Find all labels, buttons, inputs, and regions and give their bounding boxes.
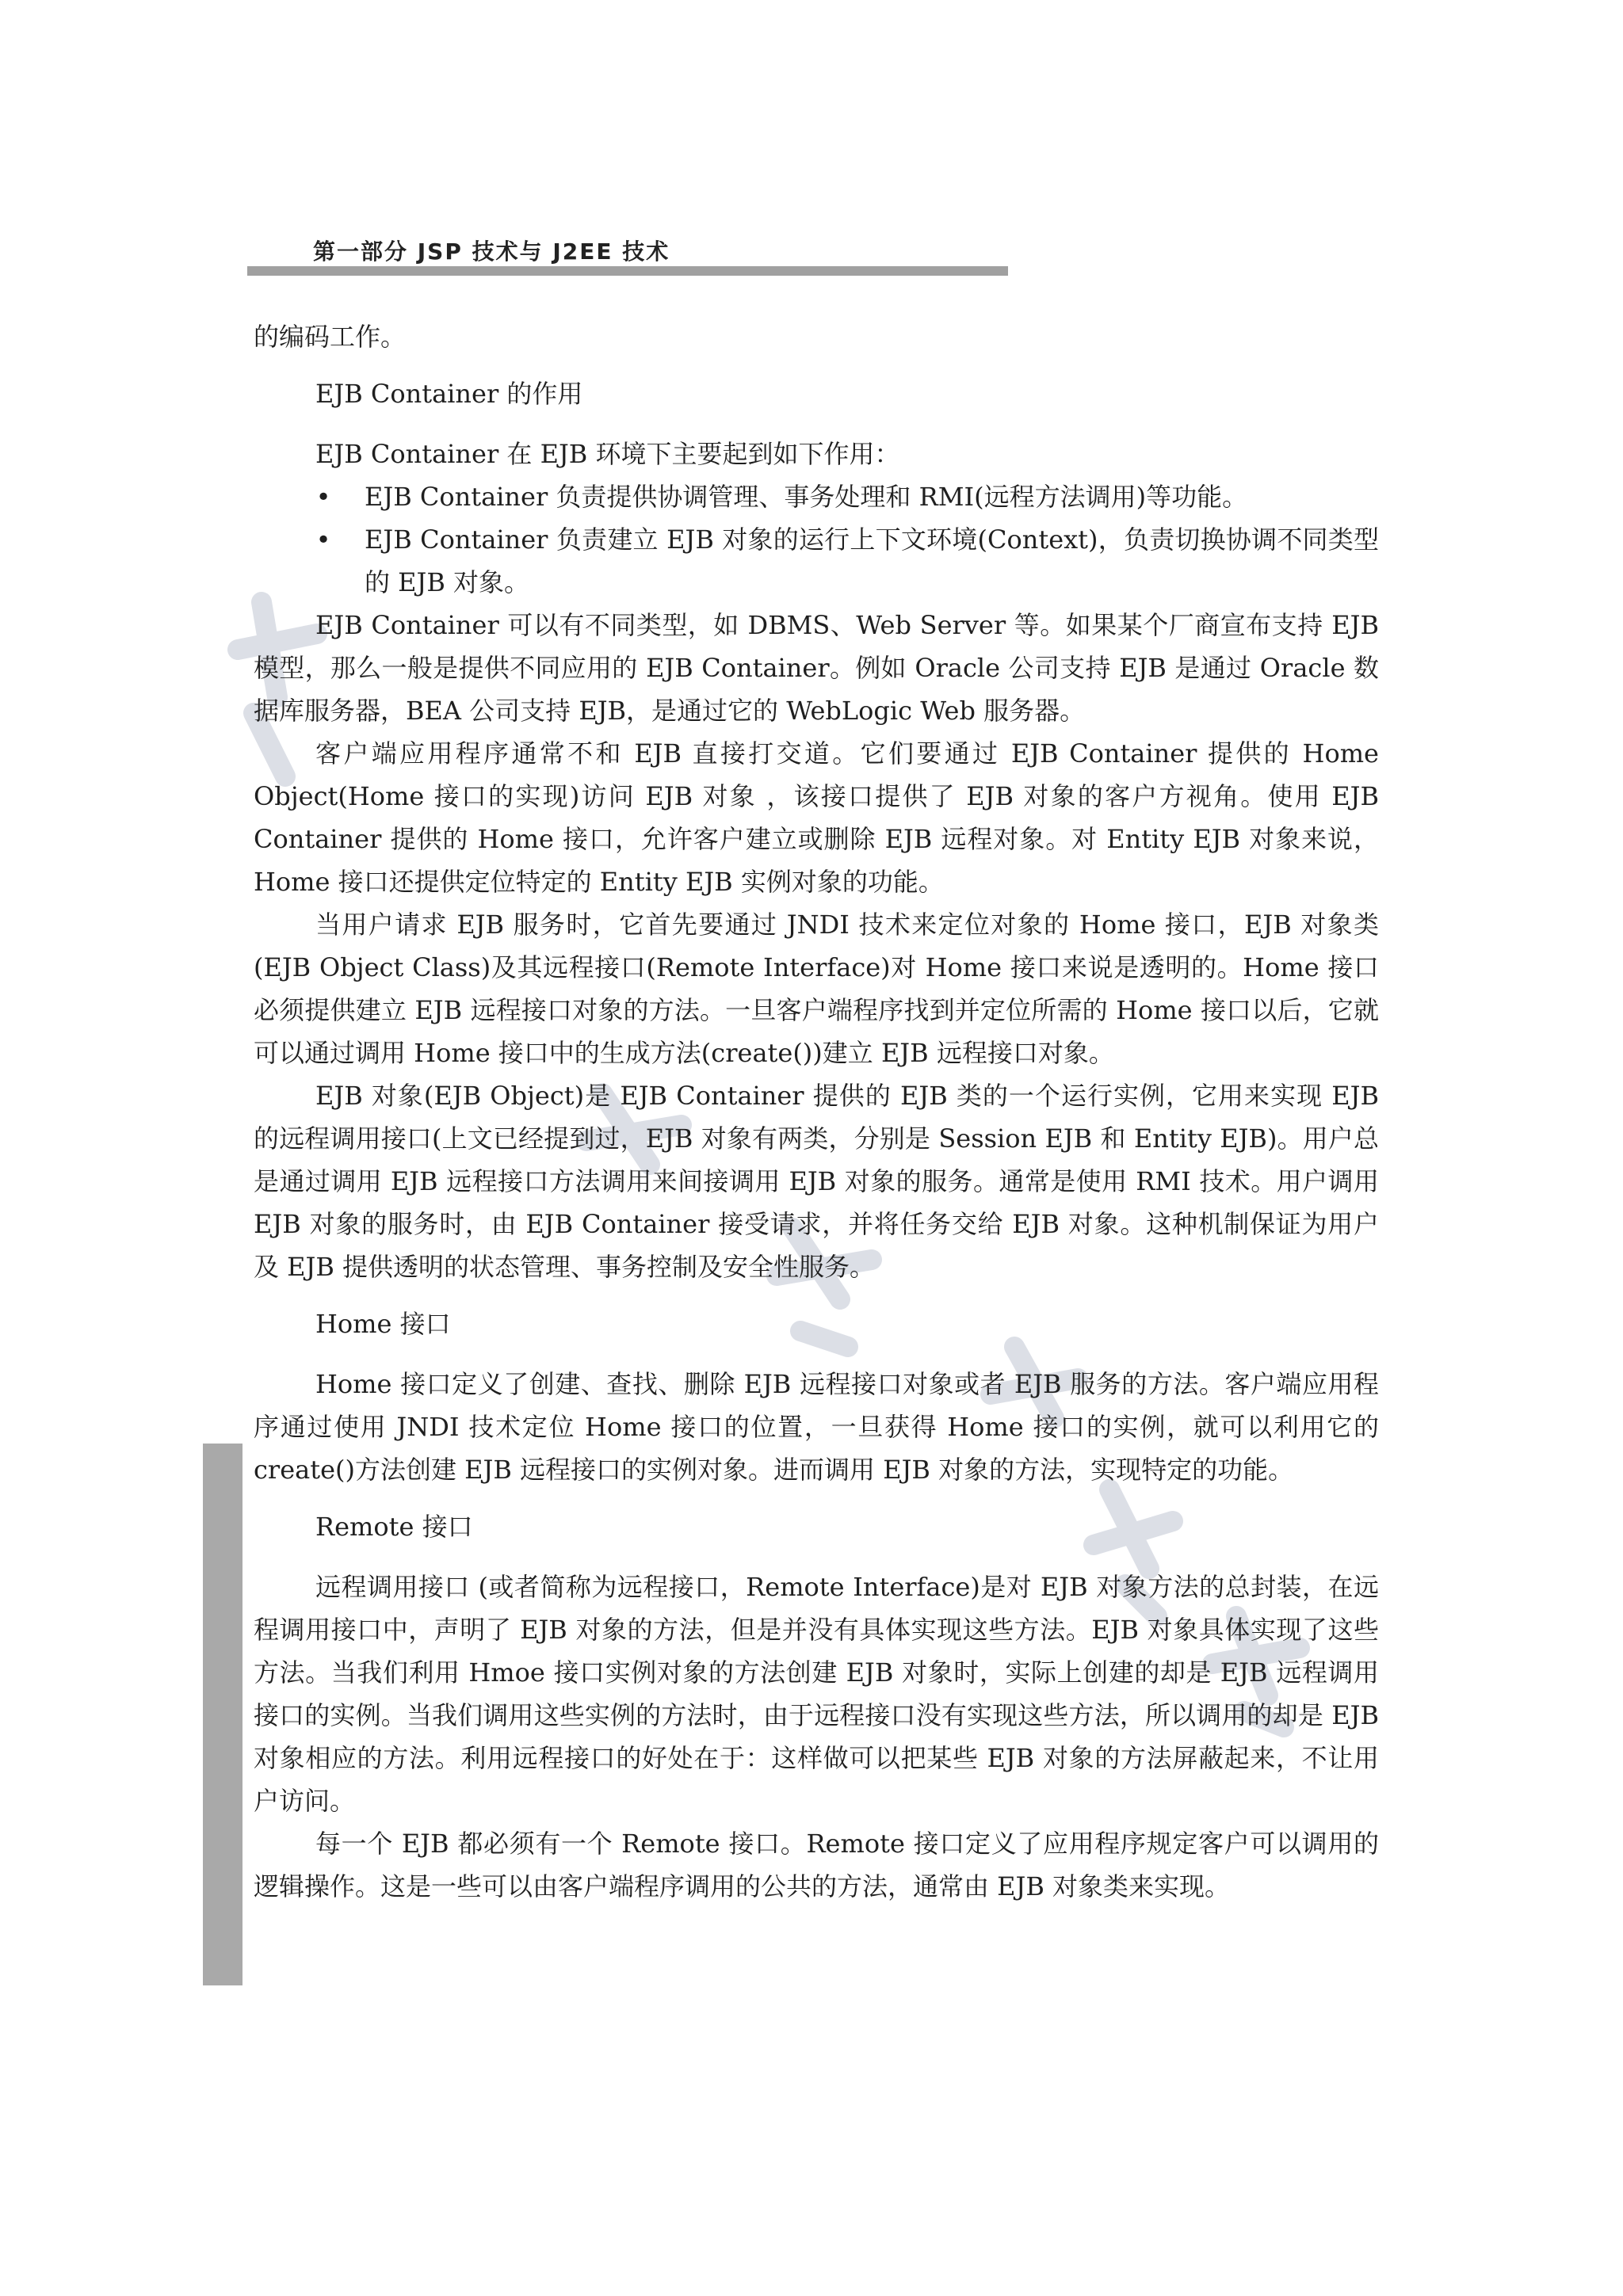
paragraph-container-intro: EJB Container 在 EJB 环境下主要起到如下作用： [315,439,900,469]
paragraph-ejb-object: EJB 对象(EJB Object)是 EJB Container 提供的 EJB 类的一个运行实例，它用来实现 EJB 的远程调用接口(上文已经提到过，EJB 对象有两类，分别是 Session EJB 和 Entity EJB)。用户总是通过调用 EJB 远程接口方法调用来间接调用 EJB 对象的服务。通常是使用 RMI 技术。用户调用 EJB 对象的服务时，由 EJB Container 接受请求，并将任务交给 EJB 对象。这种机制保证为用户及 EJB 提供透明的状态管理、事务控制及安全性服务。 [254,1081,1379,1282]
header-rule [247,266,1008,276]
body-text [254,315,1379,1908]
bullet-symbol: • [315,482,331,512]
bullet-item [254,475,1379,518]
paragraph-container-types: EJB Container 可以有不同类型，如 DBMS、Web Server 等。如果某个厂商宣布支持 EJB 模型，那么一般是提供不同应用的 EJB Container。例如 Oracle 公司支持 EJB 是通过 Oracle 数据库服务器，BEA 公司支持 EJB，是通过它的 WebLogic Web 服务器。 [254,610,1379,726]
paragraph-client: 客户端应用程序通常不和 EJB 直接打交道。它们要通过 EJB Container 提供的 Home Object(Home 接口的实现)访问 EJB 对象 ，该接口提供了 EJB 对象的客户方视角。使用 EJB Container 提供的 Home 接口，允许客户建立或删除 EJB 远程对象。对 Entity EJB 对象来说，Home 接口还提供定位特定的 Entity EJB 实例对象的功能。 [254,738,1379,897]
bullet-list [254,475,1379,604]
paragraph-continued: 的编码工作。 [254,322,407,352]
heading-ejb-container: EJB Container 的作用 [315,379,583,409]
bullet-item [254,518,1379,604]
paragraph-remote-2: 每一个 EJB 都必须有一个 Remote 接口。Remote 接口定义了应用程序规定客户可以调用的逻辑操作。这是一些可以由客户端程序调用的公共的方法，通常由 EJB 对象类来实现。 [254,1829,1379,1901]
paragraph-home: Home 接口定义了创建、查找、删除 EJB 远程接口对象或者 EJB 服务的方法。客户端应用程序通过使用 JNDI 技术定位 Home 接口的位置，一旦获得 Home 接口的实例，就可以利用它的 create()方法创建 EJB 远程接口的实例对象。进而调用 EJB 对象的方法，实现特定的功能。 [254,1369,1379,1485]
side-thumb-tab [203,1444,242,1985]
bullet-symbol: • [315,524,331,555]
running-header: 第一部分 JSP 技术与 J2EE 技术 [313,238,670,265]
heading-remote-interface: Remote 接口 [315,1512,473,1542]
paragraph-request: 当用户请求 EJB 服务时，它首先要通过 JNDI 技术来定位对象的 Home 接口，EJB 对象类(EJB Object Class)及其远程接口(Remote Interface)对 Home 接口来说是透明的。Home 接口必须提供建立 EJB 远程接口对象的方法。一旦客户端程序找到并定位所需的 Home 接口以后，它就可以通过调用 Home 接口中的生成方法(create())建立 EJB 远程接口对象。 [254,910,1379,1068]
heading-home-interface: Home 接口 [315,1309,451,1339]
bullet-text: EJB Container 负责提供协调管理、事务处理和 RMI(远程方法调用)等功能。 [365,482,1248,512]
bullet-text: EJB Container 负责建立 EJB 对象的运行上下文环境(Context)，负责切换协调不同类型的 EJB 对象。 [365,524,1379,597]
paragraph-remote-1: 远程调用接口 (或者简称为远程接口，Remote Interface)是对 EJB 对象方法的总封装，在远程调用接口中，声明了 EJB 对象的方法，但是并没有具体实现这些方法。EJB 对象具体实现了这些方法。当我们利用 Hmoe 接口实例对象的方法创建 EJB 对象时，实际上创建的却是 EJB 远程调用接口的实例。当我们调用这些实例的方法时，由于远程接口没有实现这些方法，所以调用的却是 EJB 对象相应的方法。利用远程接口的好处在于：这样做可以把某些 EJB 对象的方法屏蔽起来，不让用户访问。 [254,1572,1379,1816]
